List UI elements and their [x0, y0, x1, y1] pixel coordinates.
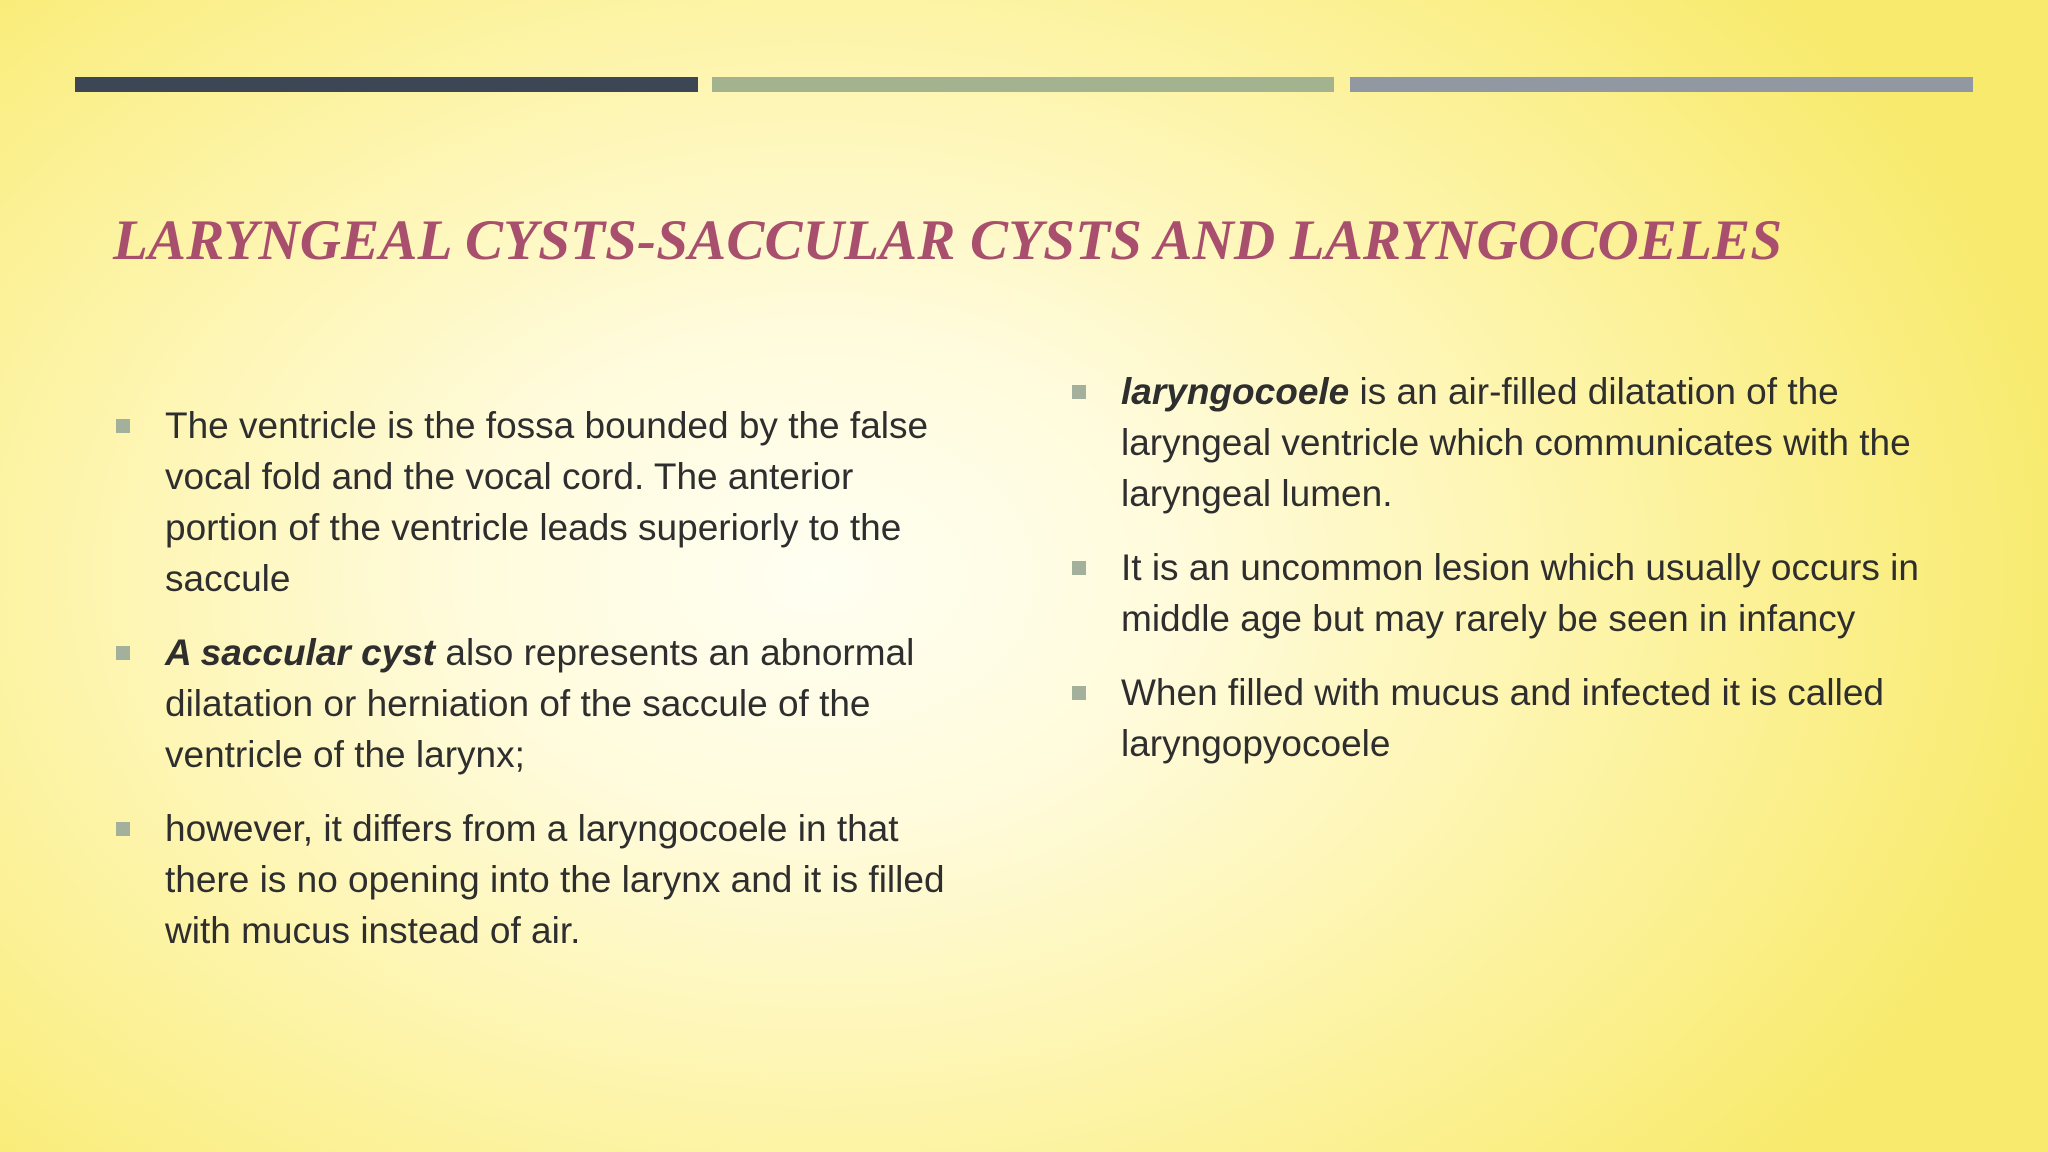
bullet-item	[113, 627, 973, 780]
square-bullet-icon	[1072, 561, 1086, 575]
bullet-item	[113, 803, 973, 956]
bullet-item	[1069, 542, 1929, 644]
square-bullet-icon	[116, 419, 130, 433]
bullet-lead-term: A saccular cyst	[165, 632, 436, 673]
right-column	[1069, 366, 1929, 792]
square-bullet-icon	[116, 822, 130, 836]
bullet-item	[113, 400, 973, 604]
bullet-item	[1069, 366, 1929, 519]
square-bullet-icon	[1072, 686, 1086, 700]
square-bullet-icon	[1072, 385, 1086, 399]
bullet-item	[1069, 667, 1929, 769]
accent-bar-dark	[75, 77, 698, 92]
square-bullet-icon	[116, 646, 130, 660]
slide-title: LARYNGEAL CYSTS-SACCULAR CYSTS AND LARYNGOCOELES	[113, 209, 1783, 272]
accent-bar-green	[712, 77, 1334, 92]
bullet-text: When filled with mucus and infected it is called laryngopyocoele	[1121, 672, 1884, 764]
bullet-text: however, it differs from a laryngocoele in that there is no opening into the larynx and it is filled with mucus instead of air.	[165, 808, 945, 951]
accent-bar-gray	[1350, 77, 1973, 92]
bullet-text: is an air-filled dilatation of the laryngeal ventricle which communicates with the laryngeal lumen.	[1121, 371, 1911, 514]
bullet-lead-term: laryngocoele	[1121, 371, 1350, 412]
bullet-text: also represents an abnormal dilatation or herniation of the saccule of the ventricle of the larynx;	[165, 632, 915, 775]
bullet-text: It is an uncommon lesion which usually occurs in middle age but may rarely be seen in infancy	[1121, 547, 1919, 639]
bullet-text: The ventricle is the fossa bounded by the false vocal fold and the vocal cord. The anterior portion of the ventricle leads superiorly to the saccule	[165, 405, 929, 599]
left-column	[113, 400, 973, 979]
